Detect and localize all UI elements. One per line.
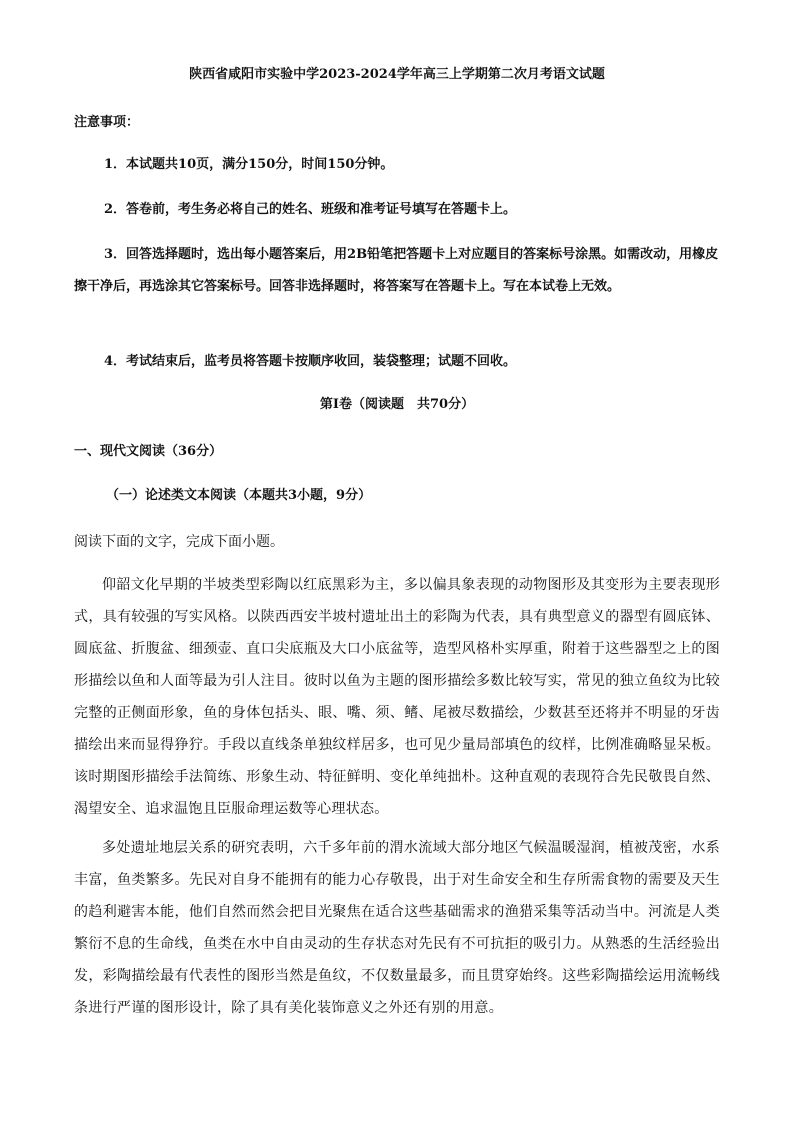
notice-number: 1．	[104, 157, 127, 172]
notice-item-2	[74, 194, 724, 226]
notice-item-1	[74, 149, 724, 181]
notice-text: 考试结束后，监考员将答题卡按顺序收回，装袋整理；试题不回收。	[126, 354, 517, 369]
notice-label: 注意事项：	[74, 115, 140, 130]
notice-text: 答卷前，考生务必将自己的姓名、班级和准考证号填写在答题卡上。	[126, 202, 517, 217]
section-title: 一、现代文阅读（36分）	[74, 444, 223, 459]
passage-paragraph-1: 仰韶文化早期的半坡类型彩陶以红底黑彩为主，多以偏具象表现的动物图形及其变形为主要表现形式，具有较强的写实风格。以陕西西安半坡村遗址出土的彩陶为代表，具有典型意义的器型有圆底钵、圆底盆、折腹盆、细颈壶、直口尖底瓶及大口小底盆等，造型风格朴实厚重，附着于这些器型之上的图形描绘以鱼和人面等最为引人注目。彼时以鱼为主题的图形描绘多数比较写实，常见的独立鱼纹为比较完整的正侧面形象，鱼的身体包括头、眼、嘴、须、鳍、尾被尽数描绘，少数甚至还将并不明显的牙齿描绘出来而显得狰狞。手段以直线条单独纹样居多，也可见少量局部填色的纹样，比例准确略显呆板。该时期图形描绘手法简练、形象生动、特征鲜明、变化单纯拙朴。这种直观的表现符合先民敬畏自然、渴望安全、追求温饱且臣服命理运数等心理状态。	[74, 577, 720, 817]
document-title: 陕西省咸阳市实验中学2023-2024学年高三上学期第二次月考语文试题	[189, 67, 605, 82]
notice-number: 4．	[104, 354, 127, 369]
notice-text: 回答选择题时，选出每小题答案后，用2B铅笔把答题卡上对应题目的答案标号涂黑。如需改动，用橡皮擦干净后，再选涂其它答案标号。回答非选择题时，将答案写在答题卡上。写在本试卷上无效。	[74, 247, 719, 294]
subsection-title: （一）论述类文本阅读（本题共3小题，9分）	[106, 488, 372, 503]
notice-text: 本试题共10页，满分150分，时间150分钟。	[126, 157, 394, 172]
notice-item-3	[74, 239, 724, 303]
passage-paragraph-2: 多处遗址地层关系的研究表明，六千多年前的渭水流域大部分地区气候温暖湿润，植被茂密，水系丰富，鱼类繁多。先民对自身不能拥有的能力心存敬畏，出于对生命安全和生存所需食物的需要及天生的趋利避害本能，他们自然而然会把目光聚焦在适合这些基础需求的渔猎采集等活动当中。河流是人类繁衍不息的生命线，鱼类在水中自由灵动的生存状态对先民有不可抗拒的吸引力。从熟悉的生活经验出发，彩陶描绘最有代表性的图形当然是鱼纹，不仅数量最多，而且贯穿始终。这些彩陶描绘运用流畅线条进行严谨的图形设计，除了具有美化装饰意义之外还有别的用意。	[74, 840, 720, 1016]
reading-instruction: 阅读下面的文字，完成下面小题。	[74, 534, 284, 550]
notice-item-4	[74, 346, 724, 378]
notice-number: 2．	[104, 202, 127, 217]
notice-number: 3．	[104, 247, 127, 262]
volume-title: 第Ⅰ卷（阅读题 共70分）	[319, 397, 475, 412]
